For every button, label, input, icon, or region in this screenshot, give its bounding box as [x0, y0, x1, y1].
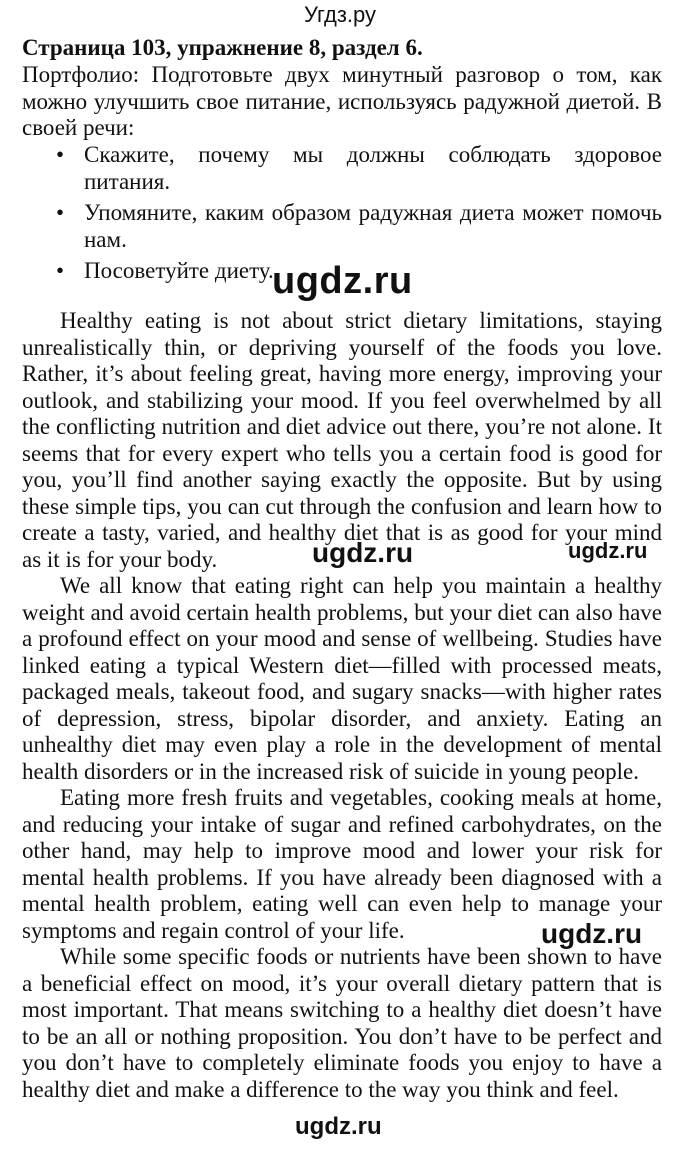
paragraph: Eating more fresh fruits and vegetables, cooking meals at home, and reducing your intake of sugar and refined carbohydrates, on the other hand, may help to improve mood and lower your risk for mental health problems. If you have already been diagnosed with a mental health problem, eating well can even help to manage your symptoms and regain control of your life.	[22, 785, 662, 943]
bullet-icon: •	[56, 200, 65, 225]
paragraph: While some specific foods or nutrients have been shown to have a beneficial effect on mood, it’s your overall dietary pattern that is most important. That means switching to a healthy diet doesn’t have to be an all or nothing proposition. You don’t have to be perfect and you don’t have to completely eliminate foods you enjoy to have a healthy diet and make a difference to the way you think and feel.	[22, 944, 662, 1102]
answer-text	[22, 308, 662, 1103]
watermark: ugdz.ru	[312, 537, 414, 568]
task-text: Портфолио: Подготовьте двух минутный разговор о том, как можно улучшить свое питание, используясь радужной диетой. В своей речи:	[22, 62, 662, 140]
bullet-item	[22, 142, 662, 195]
bullet-text: Упомяните, каким образом радужная диета может помочь нам.	[84, 200, 662, 252]
bullet-item	[22, 258, 662, 285]
bullet-icon: •	[56, 142, 65, 167]
task-description	[22, 62, 662, 142]
footer-watermark: ugdz.ru	[295, 1113, 382, 1140]
site-header[interactable]: Угдз.ру	[303, 2, 377, 27]
watermark: ugdz.ru	[272, 260, 413, 302]
bullet-text: Посоветуйте диету.	[84, 258, 274, 283]
task-bullet-list	[22, 142, 662, 290]
watermark: ugdz.ru	[541, 918, 643, 949]
exercise-heading: Страница 103, упражнение 8, раздел 6.	[22, 35, 423, 60]
bullet-text: Скажите, почему мы должны соблюдать здоровое питания.	[84, 142, 662, 194]
paragraph: Healthy eating is not about strict dietary limitations, staying unrealistically thin, or depriving yourself of the foods you love. Rather, it’s about feeling great, having more energy, improving your outlook, and stabilizing your mood. If you feel overwhelmed by all the conflicting nutrition and diet advice out there, you’re not alone. It seems that for every expert who tells you a certain food is good for you, you’ll find another saying exactly the opposite. But by using these simple tips, you can cut through the confusion and learn how to create a tasty, varied, and healthy diet that is as good for your mind as it is for your body.	[22, 308, 662, 572]
watermark: ugdz.ru	[568, 538, 648, 563]
bullet-icon: •	[56, 258, 65, 283]
paragraph: We all know that eating right can help you maintain a healthy weight and avoid certain health problems, but your diet can also have a profound effect on your mood and sense of wellbeing. Studies have linked eating a typical Western diet—filled with processed meats, packaged meals, takeout food, and sugary snacks—with higher rates of depression, stress, bipolar disorder, and anxiety. Eating an unhealthy diet may even play a role in the development of mental health disorders or in the increased risk of suicide in young people.	[22, 573, 662, 784]
bullet-item	[22, 200, 662, 253]
